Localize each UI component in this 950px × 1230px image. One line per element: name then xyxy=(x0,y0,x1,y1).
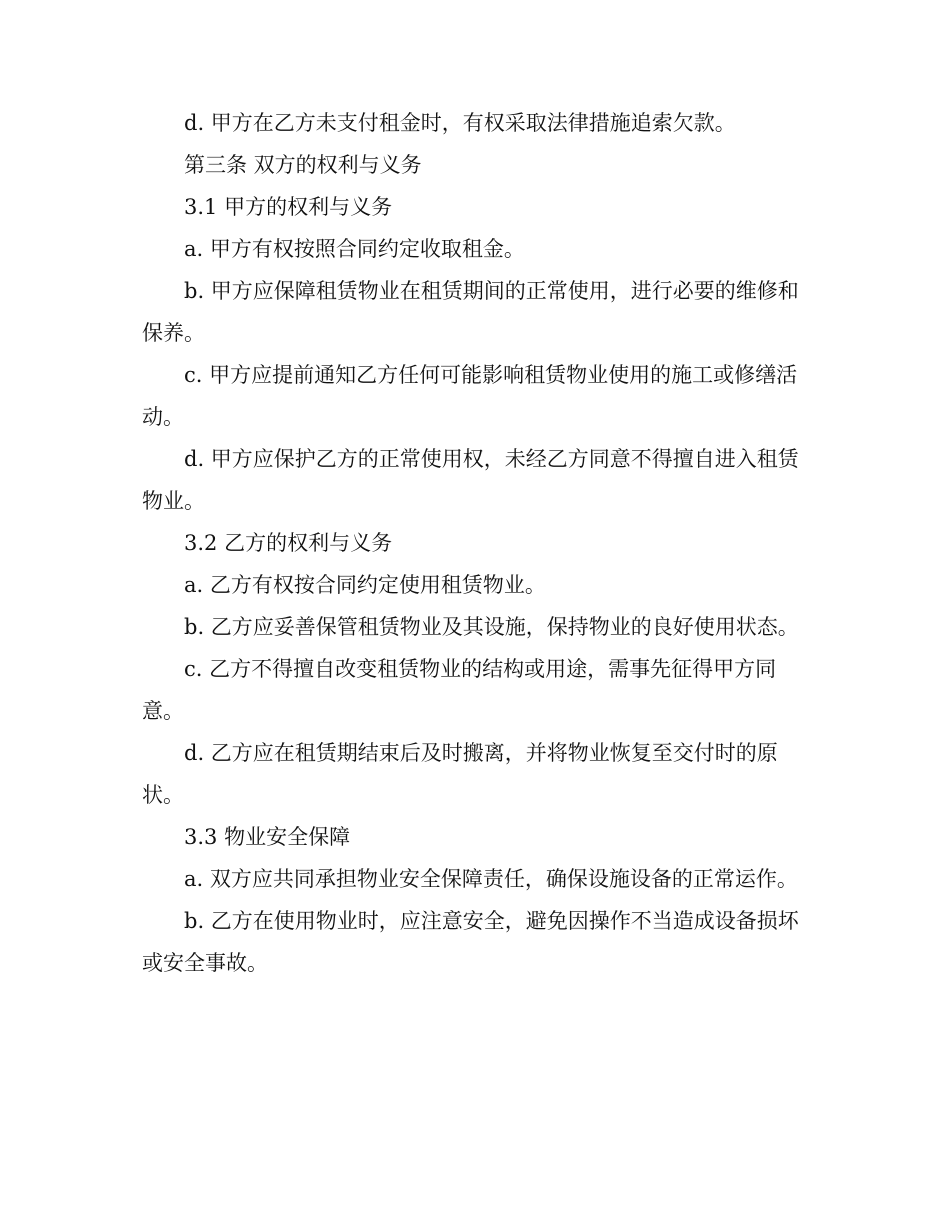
clause-3-1-d: d. 甲方应保护乙方的正常使用权，未经乙方同意不得擅自进入租赁物业。 xyxy=(142,447,799,513)
section-3-1-heading: 3.1 甲方的权利与义务 xyxy=(184,195,393,219)
clause-3-1-b: b. 甲方应保障租赁物业在租赁期间的正常使用，进行必要的维修和保养。 xyxy=(142,279,799,345)
clause-3-2-c: c. 乙方不得擅自改变租赁物业的结构或用途，需事先征得甲方同意。 xyxy=(142,657,777,723)
article-3-heading: 第三条 双方的权利与义务 xyxy=(184,153,422,177)
clause-3-2-a: a. 乙方有权按合同约定使用租赁物业。 xyxy=(184,573,546,597)
clause-3-1-a: a. 甲方有权按照合同约定收取租金。 xyxy=(184,237,525,261)
document-body xyxy=(142,102,812,984)
section-3-2-heading: 3.2 乙方的权利与义务 xyxy=(184,531,393,555)
clause-2-d: d. 甲方在乙方未支付租金时，有权采取法律措施追索欠款。 xyxy=(184,111,736,135)
clause-3-3-a: a. 双方应共同承担物业安全保障责任，确保设施设备的正常运作。 xyxy=(184,867,798,891)
clause-3-3-b: b. 乙方在使用物业时，应注意安全，避免因操作不当造成设备损坏或安全事故。 xyxy=(142,909,799,975)
clause-3-2-d: d. 乙方应在租赁期结束后及时搬离，并将物业恢复至交付时的原状。 xyxy=(142,741,778,807)
clause-3-2-b: b. 乙方应妥善保管租赁物业及其设施，保持物业的良好使用状态。 xyxy=(184,615,799,639)
clause-3-1-c: c. 甲方应提前通知乙方任何可能影响租赁物业使用的施工或修缮活动。 xyxy=(142,363,798,429)
section-3-3-heading: 3.3 物业安全保障 xyxy=(184,825,351,849)
